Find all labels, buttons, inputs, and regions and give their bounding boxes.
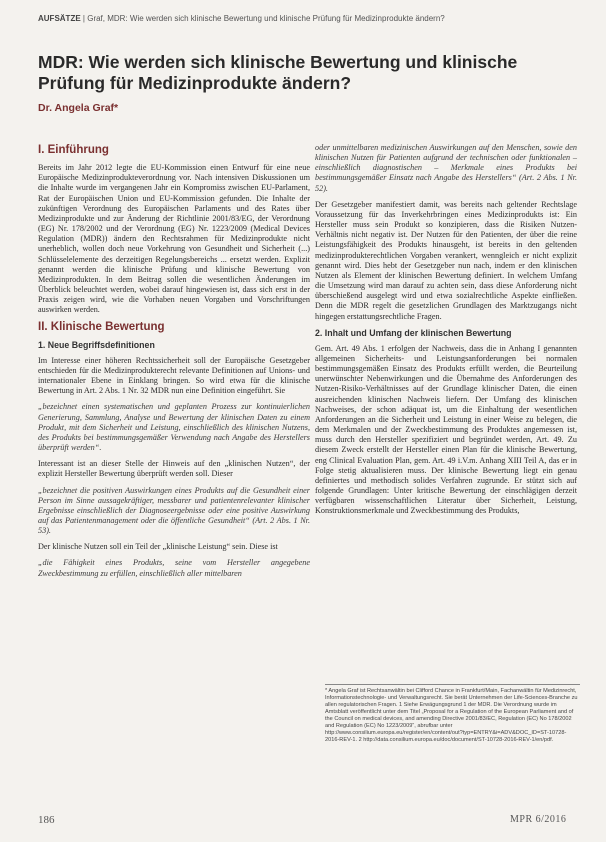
paragraph-definitions-1: Im Interesse einer höheren Rechtssicherheit soll der Europäische Gesetzgeber entschieden für die Medizinprodukterecht relevante Definitionen auf Unions- und internationaler Ebene in Einklang bringen. So wird etwa für die klinische Bewertung in Art. 2 Abs. 1 Nr. 32 MDR nun eine Definition eingeführt. Sie [38,355,310,396]
quote-clinical-benefit: „bezeichnet die positiven Auswirkungen eines Produkts auf die Gesundheit einer Person im Sinne aussagekräftiger, messbarer und patientenrelevanter klinischer Ergebnisse einschließlich der Diagnoseergebnisse oder eine positive Auswirkung auf das Patientenmanagement oder die öffentliche Gesundheit“ (Art. 2 Abs. 1 Nr. 53). [38,485,310,536]
heading-introduction: I. Einführung [38,144,109,156]
heading-definitions: 1. Neue Begriffsdefinitionen [38,339,155,350]
header-section: AUFSÄTZE [38,14,81,23]
article-author: Dr. Angela Graf* [38,102,119,114]
page-number: 186 [38,814,55,826]
quote-clinical-performance: „die Fähigkeit eines Produkts, seine vom Hersteller angegebene Zweckbestimmung zu erfüllen, einschließlich aller mittelbaren [38,558,310,578]
left-column [38,143,310,585]
quote-continuation: oder unmittelbaren medizinischen Auswirkungen auf den Menschen, sowie den klinischen Nutzen für Patienten aufgrund der technischen oder funktionalen – einschließlich diagnostischen – Merkmale eines Produkts bei bestimmungsgemäßer Einsatz nach Angabe des Herstellers“ (Art. 2 Abs. 1 Nr. 52). [315,143,577,193]
heading-clinical-evaluation: II. Klinische Bewertung [38,320,165,333]
quote-clinical-evaluation: „bezeichnet einen systematischen und geplanten Prozess zur kontinuierlichen Generierung, Sammlung, Analyse und Bewertung der klinischen Daten zu einem Produkt, mit dem Sicherheit und Leistung, einschließlich des klinischen Nutzens, des Produkts bei bestimmungsgemäßer Verwendung nach Angabe des Herstellers überprüft werden“. [38,402,310,453]
footnote: * Angela Graf ist Rechtsanwältin bei Clifford Chance in Frankfurt/Main, Fachanwältin für Medizinrecht, Informationstechnologie- und Verwaltungsrecht. Sie berät Unternehmen der Life-Sciences-Branche zu allen regulatorischen Fragen. 1 Siehe Erwägungsgrund 1 der MDR. Die Verordnung wurde im Amtsblatt veröffentlicht unter dem Titel „Proposal for a Regulation of the European Parliament and of the Council on medical devices, and amending Directive 2001/83/EC, Regulation (EC) No 178/2002 and Regulation (EC) No 1223/2009“, abrufbar unter http://www.consilium.europa.eu/register/en/content/out?typ=ENTRY&i=ADV&DOC_ID=ST-10728-2016-REV-1. 2 http://data.consilium.europa.eu/doc/document/ST-10728-2016-REV-1/en/pdf. [325,684,580,744]
paragraph-definitions-3: Der klinische Nutzen soll ein Teil der „klinische Leistung“ sein. Diese ist [38,542,278,552]
paragraph-legislator: Der Gesetzgeber manifestiert damit, was bereits nach geltender Rechtslage Voraussetzung für das Inverkehrbringen eines Medizinprodukts ist: Ein Hersteller muss sein Produkt so konzipieren, dass die Risiken Nutzen-Verhältnis nicht negativ ist. Der Nutzen für den Patienten, der über die reine Leistungsfähigkeit des Produkts hinausgeht, ist bereits in den geltenden medizinprodukterechtlichen Vorgaben verankert, wenngleich er nicht explizit genannt wird. Dies hebt der Gesetzgeber nun nach, indem er den klinischen Nutzen als Element der klinischen Bewertung definiert. In welchem Umfang die Umsetzung wird man darauf zu achten sein, dass diese Anforderung nicht überschießend ausgelegt wird und etwa sozialrechtliche Aspekte einfließen. Denn die MDR regelt die gesetzlichen Grundlagen des Marktzugangs nicht hingegen erstattungsrechtliche Fragen. [315,199,577,321]
running-header: AUFSÄTZE | Graf, MDR: Wie werden sich klinische Bewertung und klinische Prüfung für Medizinprodukte ändern? [38,14,445,23]
heading-scope: 2. Inhalt und Umfang der klinischen Bewertung [315,327,512,338]
paragraph-scope: Gem. Art. 49 Abs. 1 erfolgen der Nachweis, dass die in Anhang I genannten allgemeinen Sicherheits- und Leistungsanforderungen bei normalen bestimmungsgemäßen Einsatz des Produkts erfüllt werden, die Beurteilung unerwünschter Nebenwirkungen und die Übernahme des Anforderungen des Nutzen-Risiko-Verhältnisses auf der Grundlage klinischer Daten, die einen ausreichenden klinischen Nachweis liefern. Der Umfang des klinischen Nachweises, der schon adäquat ist, um die Einhaltung der wesentlichen Anforderungen an die Sicherheit und Leistung in einer Weise zu belegen, die dem Merkmalen und der Zweckbestimmung des Produktes angemessen ist, muss durch den Hersteller spezifiziert und begründet werden, Art. 49. Zu diesem Zweck erstellt der Hersteller einen Plan für die klinische Bewertung, eng Clinical Evaluation Plan, gem. Art. 49 i.V.m. Anhang XIII Teil A, das er in Folge stetig aktualisieren muss. Der klinische Bewertung liegt ein genau definiertes und methodisch solides Verfahren zugrunde. Er stützt sich auf folgende Grundlagen: Unter kritische Bewertung der einschlägigen derzeit verfügbaren wissenschaftlichen Literatur über Sicherheit, Leistung, Konstruktionsmerkmale und Zweckbestimmung des Produkts, [315,343,577,516]
paragraph-definitions-2: Interessant ist an dieser Stelle der Hinweis auf den „klinischen Nutzen“, der explizit Hersteller Bewertung überprüft werden soll. Dieser [38,459,310,479]
header-running-title: Graf, MDR: Wie werden sich klinische Bewertung und klinische Prüfung für Medizinprodukte ändern? [87,14,445,23]
journal-issue: MPR 6/2016 [510,814,567,825]
article-title: MDR: Wie werden sich klinische Bewertung und klinische Prüfung für Medizinprodukte ändern? [38,52,518,93]
right-column [315,143,577,522]
paragraph-introduction: Bereits im Jahr 2012 legte die EU-Kommission einen Entwurf für eine neue Europäische Medizinprodukteverordnung vor. Nach intensiven Diskussionen um die Inhalte wurde im vergangenen Jahr ein Kompromiss zwischen EU-Parlament, Rat der Europäischen Union und EU-Kommission gefunden. Die Inhalte der zukünftigen Verordnung des Europäischen Parlaments und des Rates über Medizinprodukte und zur Änderung der Richtlinie 2001/83/EG, der Verordnung (EG) Nr. 178/2002 und der Verordnung (EG) Nr. 1223/2009 (Medical Devices Regulation (MDR)) ändern den Rechtsrahmen für Medizinprodukte nicht unerheblich, wollen doch neue Vorkehrung von Gesundheit und Sicherheit (...) Schlüsselelemente des derzeitigen Regelungsbereichs ... ersetzt werden. Explizit genannt werden die klinische Prüfung und klinische Bewertung von Medizinprodukten. In dem Beitrag sollen die wesentlichen Änderungen im Überblick beleuchtet werden, wobei darauf hingewiesen ist, dass sich erst in der Praxis zeigen wird, wie die Vorhaben neuen Vorgaben und Vorschriftungen auswirken werden. [38,163,310,315]
